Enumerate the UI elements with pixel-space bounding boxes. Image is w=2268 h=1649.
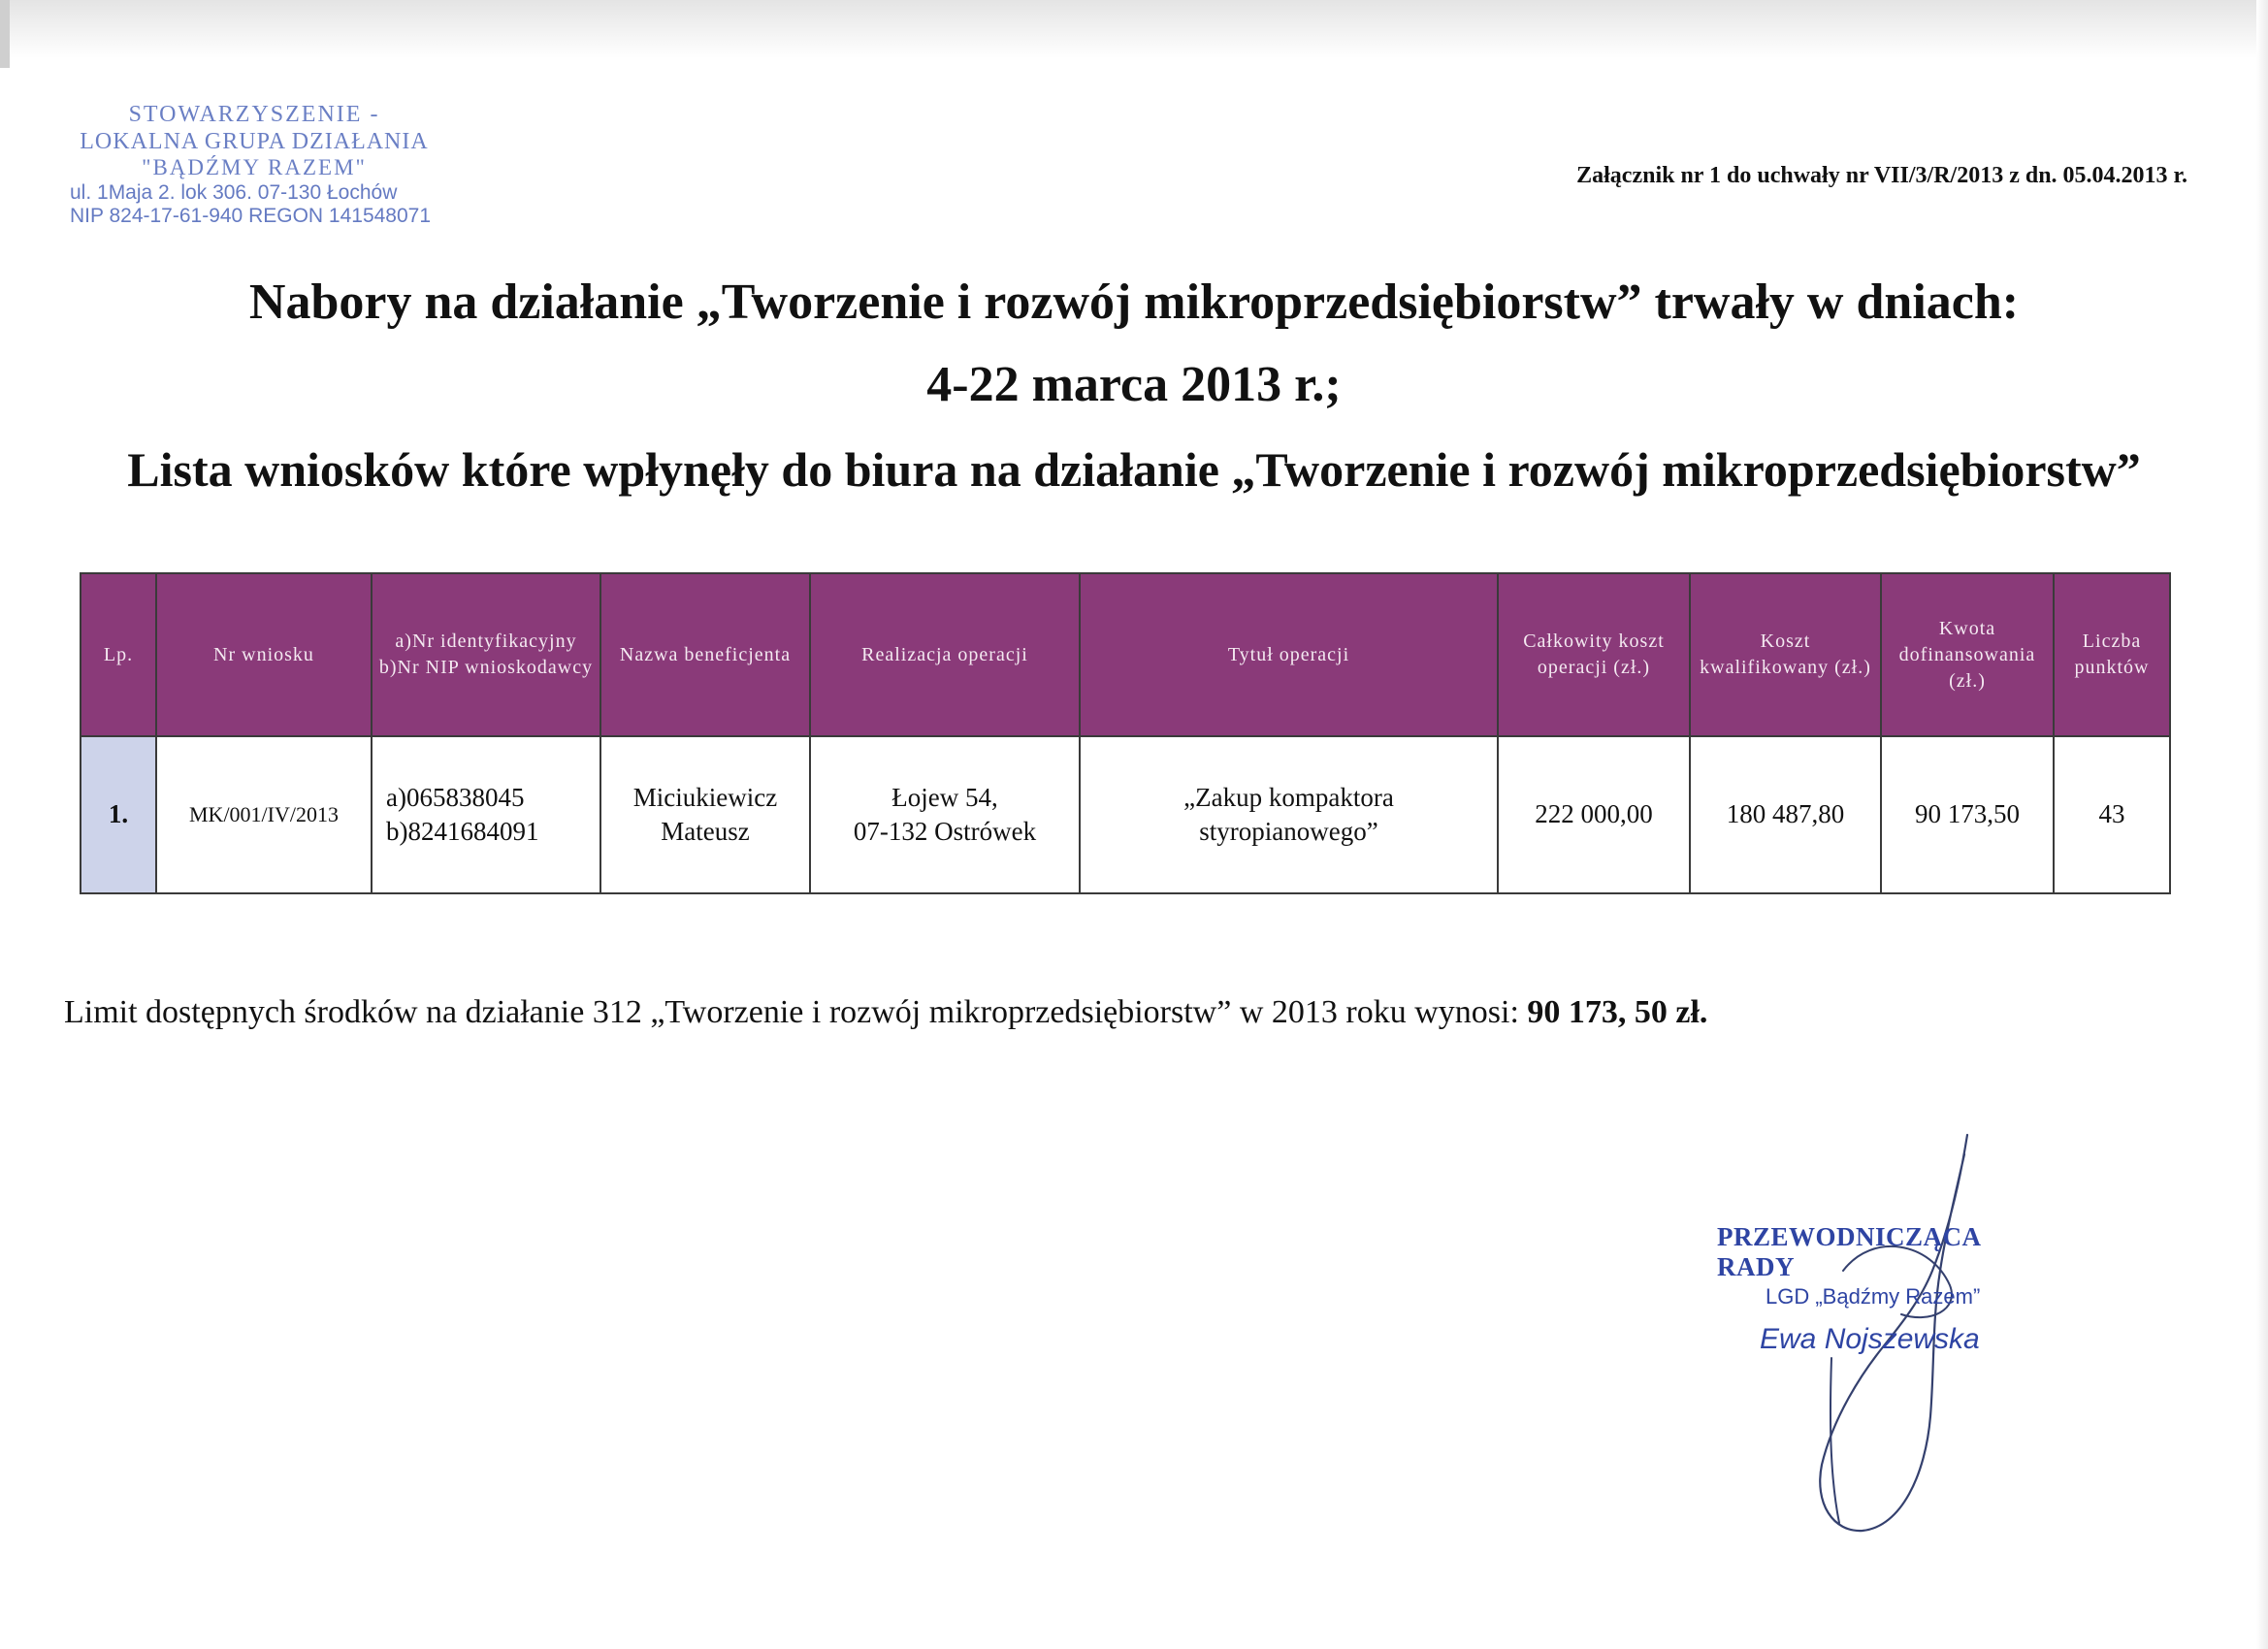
header-total-cost: Całkowity koszt operacji (zł.) bbox=[1498, 573, 1690, 736]
cell-id-a: a)065838045 bbox=[386, 782, 525, 812]
cell-nr-wniosku: MK/001/IV/2013 bbox=[156, 736, 372, 893]
funding-limit-amount: 90 173, 50 zł. bbox=[1527, 994, 1708, 1030]
stamp-nip-regon: NIP 824-17-61-940 REGON 141548071 bbox=[70, 204, 432, 227]
funding-limit bbox=[64, 994, 1707, 1031]
scan-left-edge bbox=[0, 0, 10, 68]
applications-table bbox=[80, 572, 2171, 894]
chairperson-name: Ewa Nojszewska bbox=[1760, 1323, 1980, 1355]
header-nr-wniosku: Nr wniosku bbox=[156, 573, 372, 736]
cell-beneficiary bbox=[600, 736, 810, 893]
header-identifiers bbox=[372, 573, 600, 736]
header-eligible-cost: Koszt kwalifikowany (zł.) bbox=[1690, 573, 1881, 736]
header-beneficiary: Nazwa beneficjenta bbox=[600, 573, 810, 736]
cell-title-line-2: styropianowego” bbox=[1199, 817, 1378, 846]
cell-beneficiary-line-1: Miciukiewicz bbox=[632, 782, 778, 812]
scan-right-edge bbox=[2256, 0, 2268, 1649]
attachment-note: Załącznik nr 1 do uchwały nr VII/3/R/2013 z dn. 05.04.2013 r. bbox=[1576, 163, 2187, 188]
cell-grant: 90 173,50 bbox=[1881, 736, 2054, 893]
table-header-row bbox=[81, 573, 2170, 736]
header-grant: Kwota dofinansowania (zł.) bbox=[1881, 573, 2054, 736]
cell-location bbox=[810, 736, 1080, 893]
chairperson-title: PRZEWODNICZĄCA RADY bbox=[1717, 1222, 1981, 1281]
stamp-line-2: LOKALNA GRUPA DZIAŁANIA bbox=[80, 128, 429, 154]
header-id-a: a)Nr identyfikacyjny bbox=[395, 630, 577, 652]
header-lp: Lp. bbox=[81, 573, 156, 736]
heading-line-3: Lista wniosków które wpłynęły do biura na działanie „Tworzenie i rozwój mikroprzedsiębiorstw” bbox=[127, 442, 2141, 497]
cell-id-b: b)8241684091 bbox=[386, 817, 539, 846]
stamp-line-3: "BĄDŹMY RAZEM" bbox=[142, 155, 367, 180]
chairperson-organization: LGD „Bądźmy Razem” bbox=[1766, 1284, 1981, 1309]
funding-limit-text: Limit dostępnych środków na działanie 312 „Tworzenie i rozwój mikroprzedsiębiorstw” w 2013 roku wynosi: bbox=[64, 994, 1528, 1030]
cell-identifiers bbox=[372, 736, 600, 893]
header-id-b: b)Nr NIP wnioskodawcy bbox=[378, 657, 594, 678]
cell-beneficiary-line-2: Mateusz bbox=[661, 817, 750, 846]
cell-title bbox=[1080, 736, 1498, 893]
stamp-line-1: STOWARZYSZENIE - bbox=[128, 102, 380, 127]
cell-eligible-cost: 180 487,80 bbox=[1690, 736, 1881, 893]
cell-total-cost: 222 000,00 bbox=[1498, 736, 1690, 893]
cell-title-line-1: „Zakup kompaktora bbox=[1183, 782, 1394, 812]
header-points: Liczba punktów bbox=[2054, 573, 2170, 736]
table-row bbox=[81, 736, 2170, 893]
heading-line-2: 4-22 marca 2013 r.; bbox=[926, 357, 1342, 412]
stamp-address: ul. 1Maja 2. lok 306. 07-130 Łochów bbox=[70, 180, 398, 204]
organization-stamp bbox=[60, 102, 448, 228]
cell-location-line-2: 07-132 Ostrówek bbox=[853, 817, 1037, 846]
chairperson-stamp bbox=[1717, 1222, 2037, 1356]
header-location: Realizacja operacji bbox=[810, 573, 1080, 736]
header-title: Tytuł operacji bbox=[1080, 573, 1498, 736]
cell-location-line-1: Łojew 54, bbox=[891, 782, 998, 812]
heading-line-1: Nabory na działanie „Tworzenie i rozwój mikroprzedsiębiorstw” trwały w dniach: bbox=[248, 275, 2020, 330]
cell-lp: 1. bbox=[81, 736, 156, 893]
scan-top-edge bbox=[0, 0, 2268, 58]
cell-points: 43 bbox=[2054, 736, 2170, 893]
